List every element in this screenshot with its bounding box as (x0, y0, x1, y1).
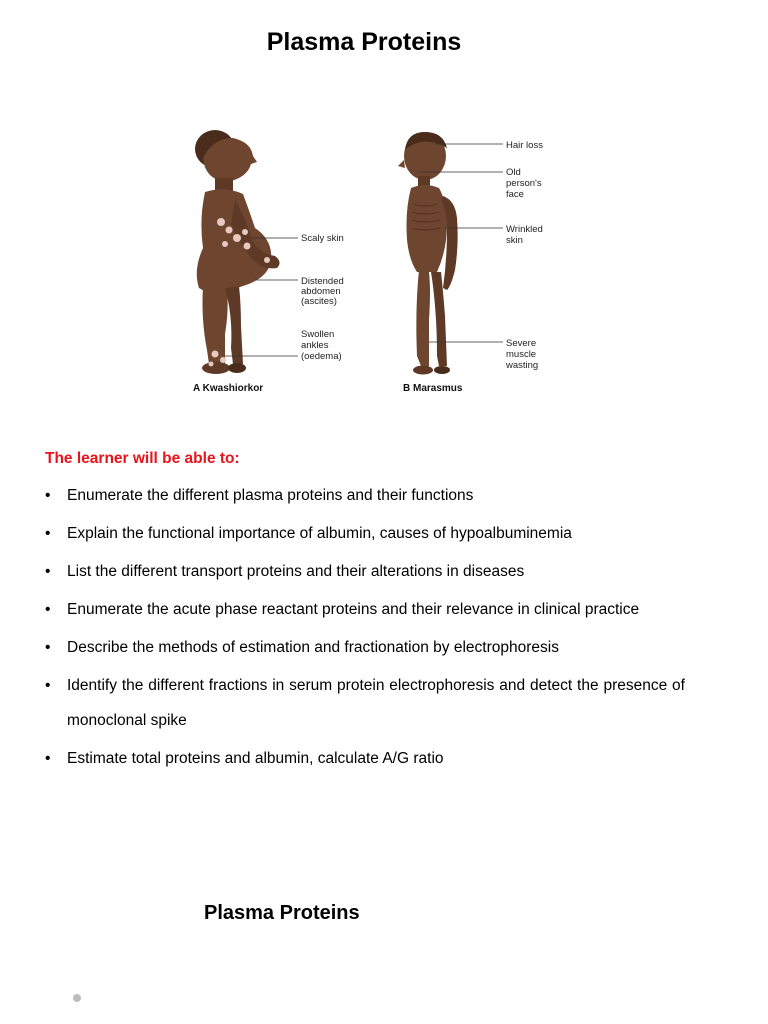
objective-item: • Explain the functional importance of albumin, causes of hypoalbuminemia (45, 516, 685, 551)
label-ankles: ankles (301, 340, 329, 351)
marasmus-child (398, 132, 458, 375)
caption-marasmus: B Marasmus (403, 383, 463, 394)
label-abdomen: abdomen (301, 286, 341, 297)
label-ascites: (ascites) (301, 296, 337, 307)
bullet-dot (73, 994, 81, 1002)
label-hair-loss: Hair loss (506, 140, 543, 151)
label-oedema: (oedema) (301, 351, 342, 362)
objective-item: • Enumerate the acute phase reactant proteins and their relevance in clinical practice (45, 592, 685, 627)
caption-kwashiorkor: A Kwashiorkor (193, 383, 264, 394)
objective-item: • Describe the methods of estimation and fractionation by electrophoresis (45, 630, 685, 665)
objectives-heading: The learner will be able to: (45, 450, 240, 467)
label-skin: skin (506, 235, 523, 246)
objective-item: • List the different transport proteins and their alterations in diseases (45, 554, 685, 589)
objective-item: • Estimate total proteins and albumin, calculate A/G ratio (45, 741, 685, 776)
label-wasting: wasting (506, 360, 539, 371)
objectives-list (45, 478, 685, 779)
malnutrition-figure (185, 120, 565, 402)
label-wrinkled: Wrinkled (506, 224, 543, 235)
label-persons: person's (506, 178, 542, 189)
malnutrition-illustration (185, 120, 565, 402)
objective-item: • Enumerate the different plasma proteins and their functions (45, 478, 685, 513)
kwashiorkor-child (195, 130, 280, 374)
label-muscle: muscle (506, 349, 537, 360)
label-old: Old (506, 167, 521, 178)
label-severe: Severe (506, 338, 537, 349)
objective-item: • Identify the different fractions in serum protein electrophoresis and detect the presence of monoclonal spike (45, 668, 685, 738)
section-title: Plasma Proteins (204, 902, 360, 924)
label-swollen: Swollen (301, 329, 335, 340)
label-distended: Distended (301, 276, 344, 287)
label-scaly-skin: Scaly skin (301, 233, 344, 244)
page-title: Plasma Proteins (266, 28, 462, 56)
label-face: face (506, 189, 524, 200)
